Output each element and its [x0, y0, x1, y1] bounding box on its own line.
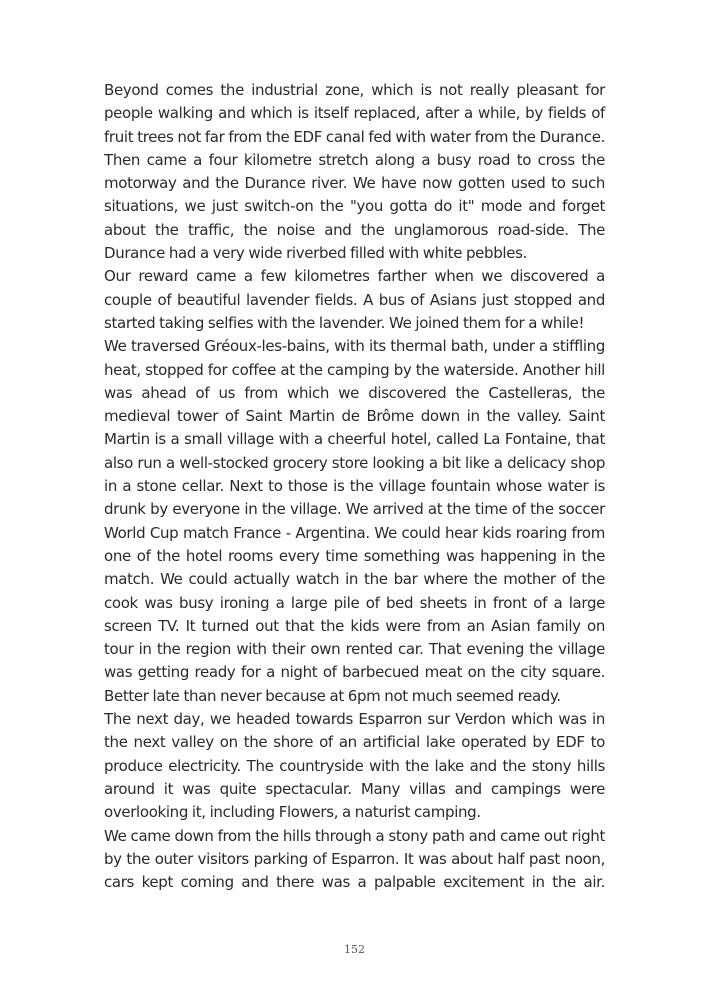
page-number: 152: [344, 943, 365, 956]
paragraph-stony-path: We came down from the hills through a stony path and came out right by the outer visitors parking of Esparron. It was about half past noon, cars kept coming and there was a palpable excitement in the air.: [104, 826, 605, 892]
paragraph-esparron: The next day, we headed towards Esparron sur Verdon which was in the next valley on the shore of an artificial lake operated by EDF to produce electricity. The countryside with the lake and the stony hills around it was quite spectacular. Many villas and campings were overlooking it, including Flowers, a naturist camping.: [104, 710, 605, 822]
body-text: [104, 79, 605, 894]
paragraph-industrial-zone: Beyond comes the industrial zone, which is not really pleasant for people walking and which is itself replaced, after a while, by fields of fruit trees not far from the EDF canal fed with water from the Durance. Then came a four kilometre stretch along a busy road to cross the motorway and the Durance river. We have now gotten used to such situations, we just switch-on the "you gotta do it" mode and forget about the traffic, the noise and the unglamorous road-side. The Durance had a very wide riverbed filled with white pebbles.: [104, 81, 605, 263]
paragraph-saint-martin: We traversed Gréoux-les-bains, with its thermal bath, under a stiffling heat, stopped for coffee at the camping by the waterside. Another hill was ahead of us from which we discovered the Castelleras, the medieval tower of Saint Martin de Brôme down in the valley. Saint Martin is a small village with a cheerful hotel, called La Fontaine, that also run a well-stocked grocery store looking a bit like a delicacy shop in a stone cellar. Next to those is the village fountain whose water is drunk by everyone in the village. We arrived at the time of the soccer World Cup match France - Argentina. We could hear kids roaring from one of the hotel rooms every time something was happening in the match. We could actually watch in the bar where the mother of the cook was busy ironing a large pile of bed sheets in front of a large screen TV. It turned out that the kids were from an Asian family on tour in the region with their own rented car. That evening the village was getting ready for a night of barbecued meat on the city square. Better late than never because at 6pm not much seemed ready.: [104, 337, 605, 705]
paragraph-lavender-fields: Our reward came a few kilometres farther when we discovered a couple of beautiful lavender fields. A bus of Asians just stopped and started taking selfies with the lavender. We joined them for a while!: [104, 267, 605, 332]
